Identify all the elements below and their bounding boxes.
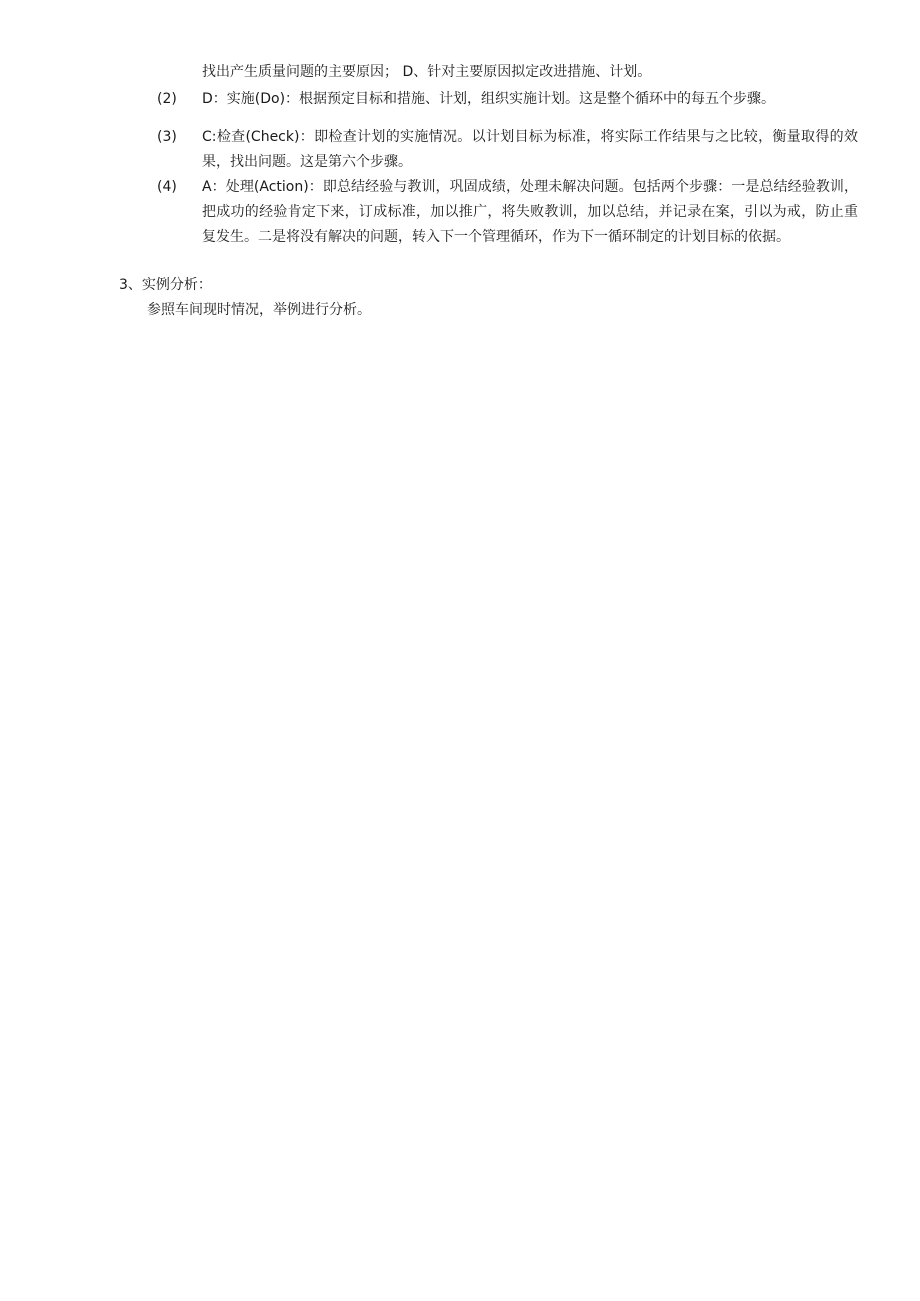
- item-number-2: (2): [157, 91, 177, 107]
- section-heading: 3、实例分析：: [119, 277, 212, 293]
- continuation-text: 找出产生质量问题的主要原因； D、针对主要原因拟定改进措施、计划。: [202, 64, 652, 80]
- item-text-2: D：实施(Do)：根据预定目标和措施、计划，组织实施计划。这是整个循环中的每五个步骤。: [202, 91, 776, 107]
- item-text-4: A：处理(Action)：即总结经验与教训，巩固成绩，处理未解决问题。包括两个步骤：一是总结经验教训，把成功的经验肯定下来，订成标准，加以推广，将失败教训，加以总结，并记录在案，引以为戒，防止重复发生。二是将没有解决的问题，转入下一个管理循环，作为下一循环制定的计划目标的依据。: [202, 179, 858, 245]
- item-number-3: (3): [157, 129, 177, 145]
- section-body: 参照车间现时情况，举例进行分析。: [147, 302, 371, 318]
- item-number-4: (4): [157, 179, 177, 195]
- item-text-3: C:检查(Check)：即检查计划的实施情况。以计划目标为标准，将实际工作结果与之比较，衡量取得的效果，找出问题。这是第六个步骤。: [202, 129, 858, 170]
